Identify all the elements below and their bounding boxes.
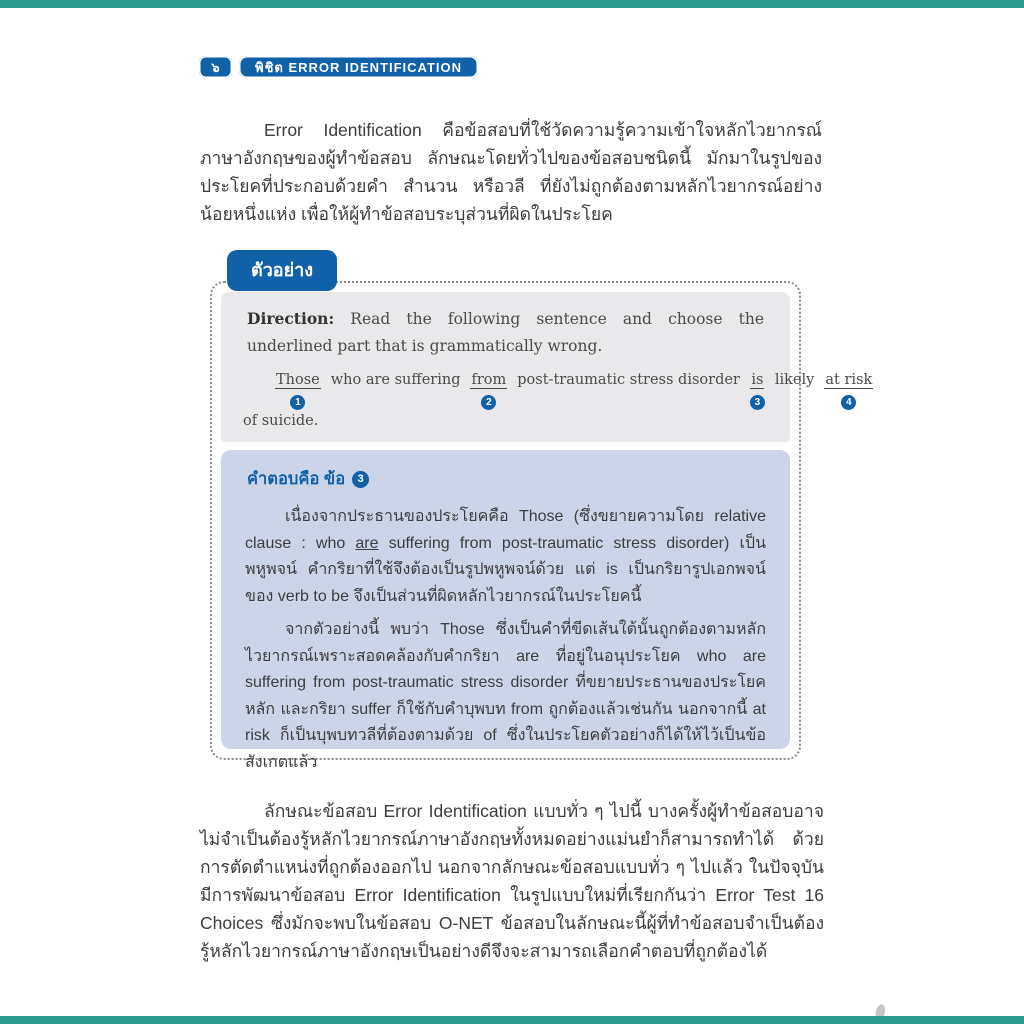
answer-box: [221, 450, 790, 771]
direction-text: [221, 292, 790, 360]
sentence-token: [774, 372, 815, 410]
p1-pre: เนื่องจากประธานของประโยคคือ Those (ซึ่งขยายความโดย relative clause : who: [245, 508, 766, 552]
choice-number-badge: 3: [750, 395, 765, 410]
question-block: [221, 292, 873, 442]
underlined-token: [275, 372, 321, 410]
underlined-token: [470, 372, 507, 410]
token-text: likely: [774, 372, 815, 388]
underlined-token: [824, 372, 873, 410]
sentence-line-1: [243, 372, 873, 410]
choice-number-badge: 1: [290, 395, 305, 410]
top-edge-bar: [0, 0, 1024, 8]
token-text: at risk: [825, 372, 873, 388]
token-text: is: [751, 372, 764, 388]
direction-body: Read the following sentence and choose the underlined part that is grammatically wrong.: [247, 310, 764, 355]
chapter-title: พิชิต ERROR IDENTIFICATION: [239, 56, 478, 78]
direction-label: Direction:: [247, 309, 335, 328]
example-sentence: [221, 360, 873, 429]
p1-underlined-word: are: [355, 534, 379, 552]
answer-label: [247, 466, 766, 492]
sentence-token: [516, 372, 741, 410]
underlined-token: [750, 372, 765, 410]
answer-paragraph-1: [245, 504, 766, 610]
answer-paragraph-2: จากตัวอย่างนี้ พบว่า Those ซึ่งเป็นคำที่ขีดเส้นใต้นั้นถูกต้องตามหลักไวยากรณ์เพราะสอดคล้องกับคำกริยา are ที่อยู่ในอนุประโยค who are suffering from post-traumatic stress disorder ที่ขยายประธานของประโยคหลัก และกริยา suffer ก็ใช้กับคำบุพบท from ถูกต้องแล้วเช่นกัน นอกจากนี้ at risk ก็เป็นบุพบทวลีที่ต้องตามด้วย of ซึ่งในประโยคตัวอย่างก็ได้ให้ไว้เป็นข้อสังเกตแล้ว: [245, 621, 766, 771]
choice-number-badge: 2: [481, 395, 496, 410]
chapter-number-badge: ๖: [199, 56, 232, 78]
chapter-header: [199, 56, 478, 78]
sentence-token: [330, 372, 462, 410]
token-text: from: [471, 372, 507, 388]
token-text: who are suffering: [330, 372, 461, 388]
closing-paragraph: ลักษณะข้อสอบ Error Identification แบบทั่ว ๆ ไปนี้ บางครั้งผู้ทำข้อสอบอาจไม่จำเป็นต้องรู้หลักไวยากรณ์ภาษาอังกฤษทั้งหมดอย่างแม่นยำก็สามารถทำได้ ด้วยการตัดตำแหน่งที่ถูกต้องออกไป นอกจากลักษณะข้อสอบแบบทั่ว ๆ ไปแล้ว ในปัจจุบันมีการพัฒนาข้อสอบ Error Identification ในรูปแบบใหม่ที่เรียกกันว่า Error Test 16 Choices ซึ่งมักจะพบในข้อสอบ O-NET ข้อสอบในลักษณะนี้ผู้ที่ทำข้อสอบจำเป็นต้องรู้หลักไวยากรณ์ภาษาอังกฤษเป็นอย่างดีจึงจะสามารถเลือกคำตอบที่ถูกต้องได้: [200, 801, 824, 961]
answer-number-badge: 3: [352, 471, 369, 488]
bottom-edge-bar: [0, 1016, 1024, 1024]
intro-paragraph: Error Identification คือข้อสอบที่ใช้วัดความรู้ความเข้าใจหลักไวยากรณ์ภาษาอังกฤษของผู้ทำข้อสอบ ลักษณะโดยทั่วไปของข้อสอบชนิดนี้ มักมาในรูปของประโยคที่ประกอบด้วยคำ สำนวน หรือวลี ที่ยังไม่ถูกต้องตามหลักไวยากรณ์อย่างน้อยหนึ่งแห่ง เพื่อให้ผู้ทำข้อสอบระบุส่วนที่ผิดในประโยค: [200, 120, 822, 224]
sentence-line-2: of suicide.: [243, 413, 319, 429]
p1-post: suffering from post-traumatic stress disorder) เป็นพหูพจน์ คำกริยาที่ใช้จึงต้องเป็นรูปพหูพจน์ด้วย แต่ is เป็นกริยารูปเอกพจน์ของ verb to be จึงเป็นส่วนที่ผิดหลักไวยากรณ์ในประโยคนี้: [245, 534, 767, 605]
example-tab: ตัวอย่าง: [227, 250, 337, 291]
token-text: post-traumatic stress disorder: [517, 372, 740, 388]
example-box: [210, 281, 873, 771]
answer-label-text: คำตอบคือ ข้อ: [247, 470, 346, 488]
choice-number-badge: 4: [841, 395, 856, 410]
token-text: Those: [276, 372, 320, 388]
